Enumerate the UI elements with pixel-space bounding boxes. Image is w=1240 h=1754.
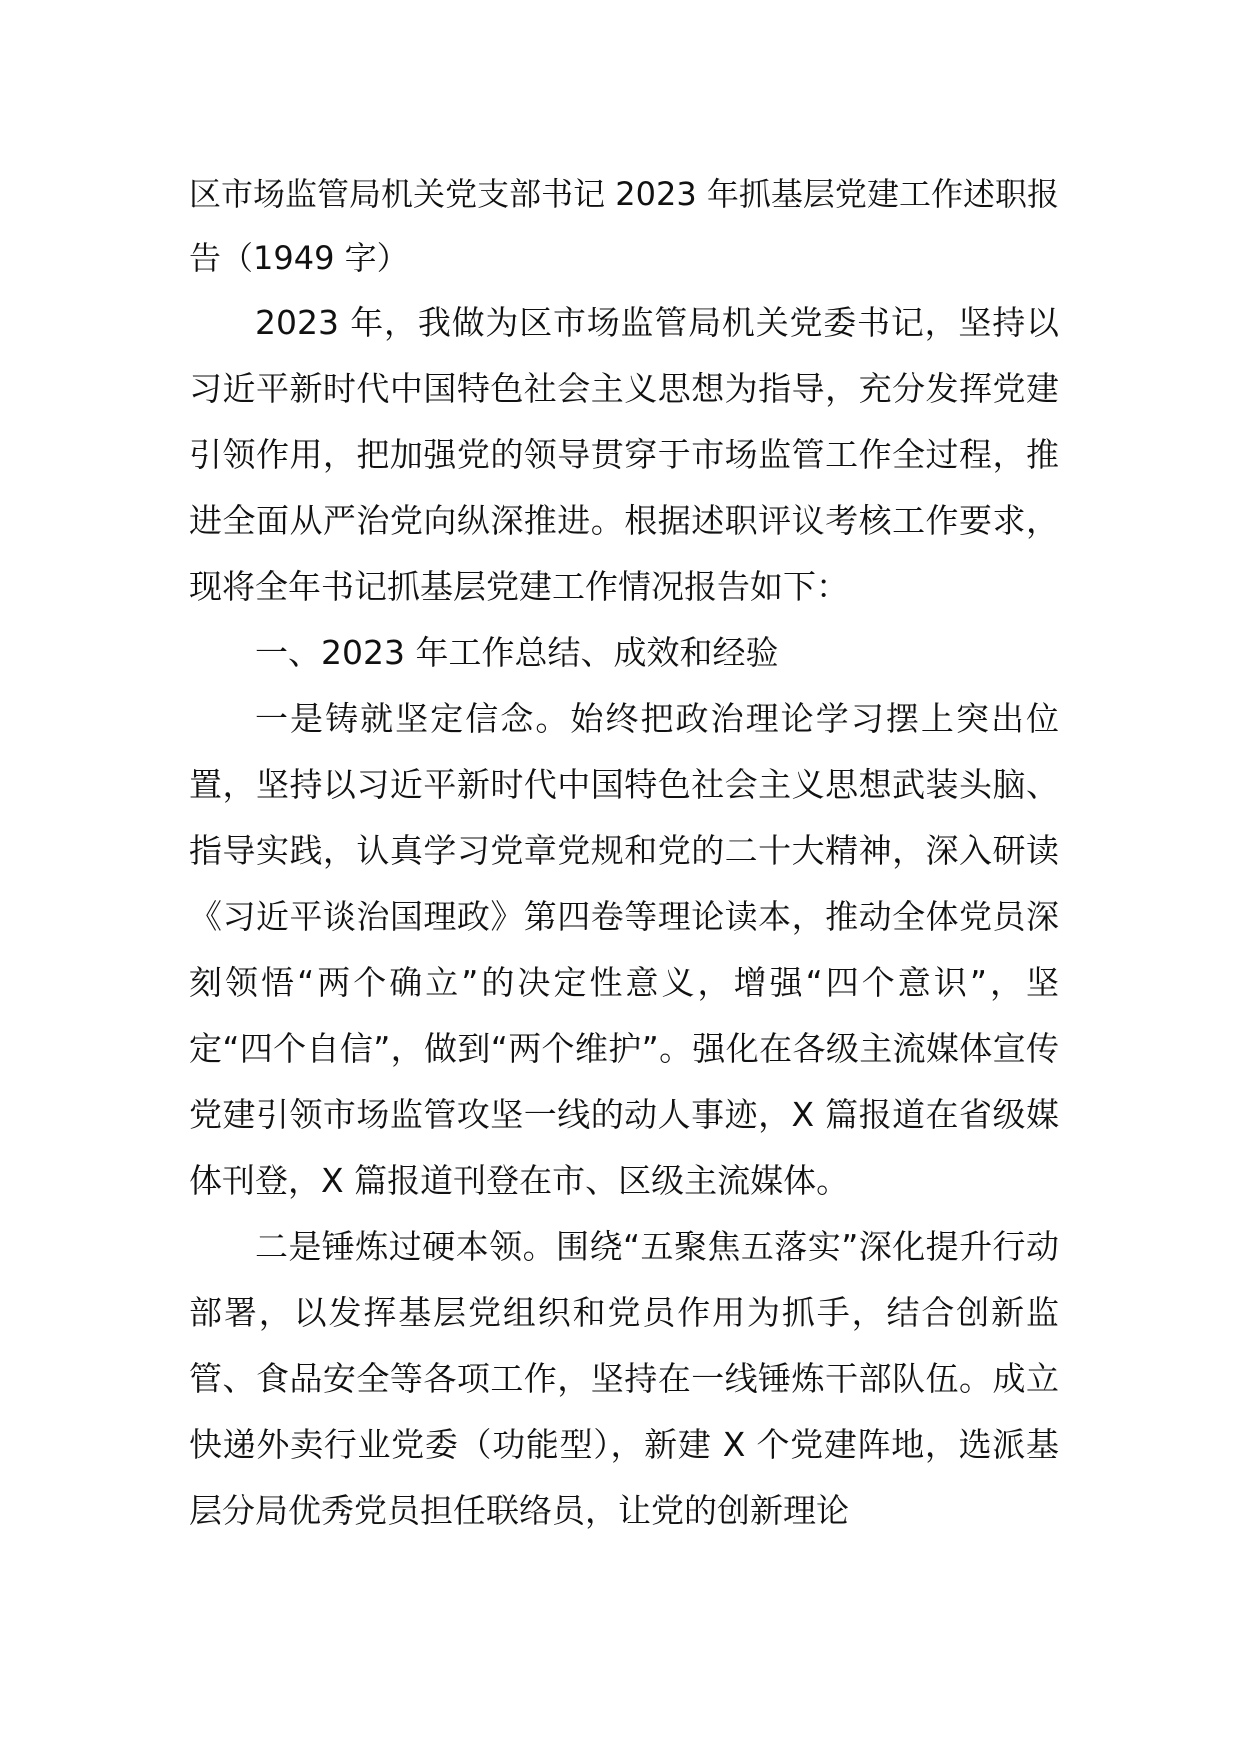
document-page xyxy=(189,162,1059,1544)
document-title: 区市场监管局机关党支部书记 2023 年抓基层党建工作述职报告（1949 字） xyxy=(189,175,1059,277)
intro-paragraph: 2023 年，我做为区市场监管局机关党委书记，坚持以习近平新时代中国特色社会主义思想为指导，充分发挥党建引领作用，把加强党的领导贯穿于市场监管工作全过程，推进全面从严治党向纵深推进。根据述职评议考核工作要求，现将全年书记抓基层党建工作情况报告如下： xyxy=(189,303,1059,606)
section-heading: 一、2023 年工作总结、成效和经验 xyxy=(255,633,779,672)
paragraph-1: 一是铸就坚定信念。始终把政治理论学习摆上突出位置，坚持以习近平新时代中国特色社会主义思想武装头脑、指导实践，认真学习党章党规和党的二十大精神，深入研读《习近平谈治国理政》第四卷等理论读本，推动全体党员深刻领悟“两个确立”的决定性意义，增强“四个意识”，坚定“四个自信”，做到“两个维护”。强化在各级主流媒体宣传党建引领市场监管攻坚一线的动人事迹，X 篇报道在省级媒体刊登，X 篇报道刊登在市、区级主流媒体。 xyxy=(189,699,1059,1200)
paragraph-2: 二是锤炼过硬本领。围绕“五聚焦五落实”深化提升行动部署，以发挥基层党组织和党员作用为抓手，结合创新监管、食品安全等各项工作，坚持在一线锤炼干部队伍。成立快递外卖行业党委（功能型），新建 X 个党建阵地，选派基层分局优秀党员担任联络员，让党的创新理论 xyxy=(189,1227,1059,1530)
